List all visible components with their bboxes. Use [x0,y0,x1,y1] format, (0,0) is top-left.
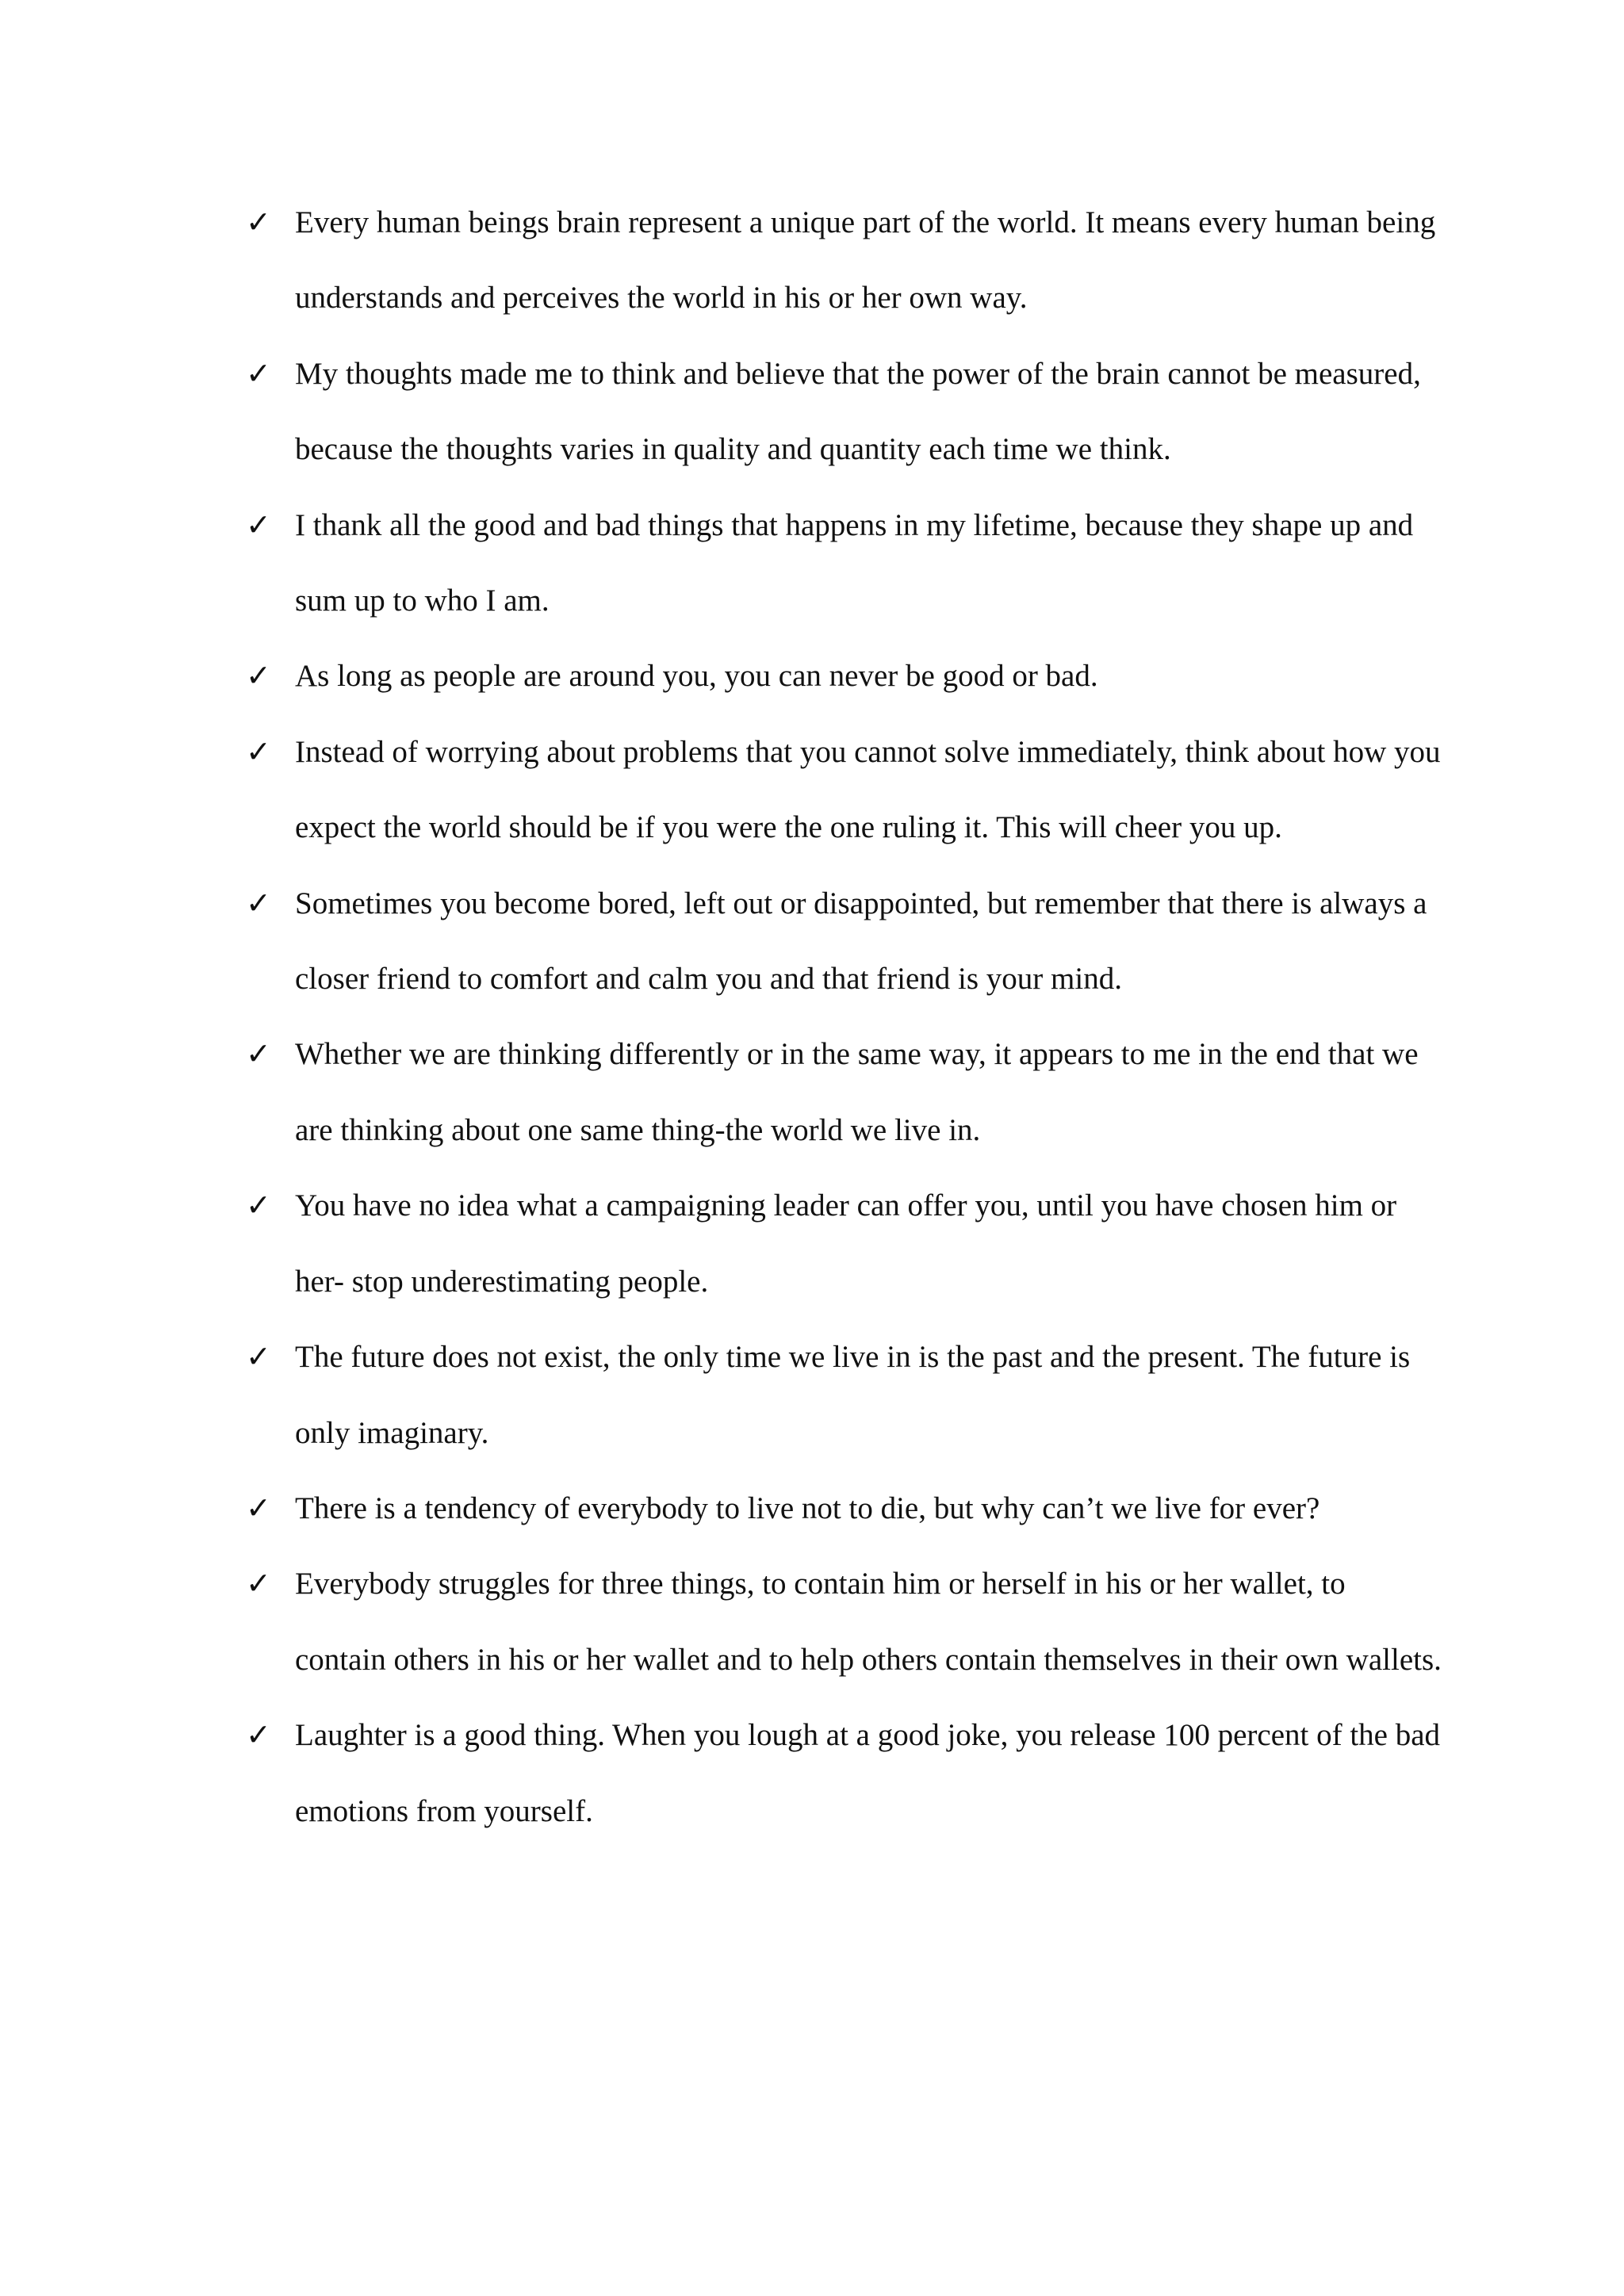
check-icon: ✓ [246,733,271,769]
check-icon: ✓ [246,1036,271,1072]
check-icon: ✓ [246,1188,271,1223]
list-item-text: Whether we are thinking differently or in the same way, it appears to me in the end that we are thinking about one same thing-the world we live in. [295,1037,1419,1147]
check-icon: ✓ [246,1339,271,1375]
list-item [238,488,1443,639]
list-item-text: My thoughts made me to think and believe that the power of the brain cannot be measured, because the thoughts varies in quality and quantity each time we think. [295,356,1421,467]
list-item-text: The future does not exist, the only time we live in is the past and the present. The future is only imaginary. [295,1340,1411,1450]
list-item [238,638,1443,714]
check-icon: ✓ [246,507,271,542]
list-item [238,1016,1443,1168]
list-item [238,1168,1443,1319]
list-item [238,1471,1443,1546]
list-item-text: As long as people are around you, you can never be good or bad. [295,659,1098,694]
quote-list [238,185,1443,1849]
check-icon: ✓ [246,658,271,694]
list-item [238,1697,1443,1849]
list-item-text: I thank all the good and bad things that happens in my lifetime, because they shape up and sum up to who I am. [295,507,1414,618]
list-item-text: Instead of worrying about problems that you cannot solve immediately, think about how you expect the world should be if you were the one ruling it. This will cheer you up. [295,734,1441,845]
list-item-text: You have no idea what a campaigning leader can offer you, until you have chosen him or her- stop underestimating people. [295,1188,1397,1299]
list-item [238,336,1443,488]
list-item-text: Everybody struggles for three things, to contain him or herself in his or her wallet, to contain others in his or her wallet and to help others contain themselves in their own wallets. [295,1567,1442,1677]
list-item [238,866,1443,1017]
check-icon: ✓ [246,355,271,391]
list-item [238,1546,1443,1697]
check-icon: ✓ [246,885,271,920]
list-item-text: There is a tendency of everybody to live not to die, but why can’t we live for ever? [295,1490,1320,1525]
check-icon: ✓ [246,1566,271,1601]
list-item-text: Laughter is a good thing. When you lough at a good joke, you release 100 percent of the bad emotions from yourself. [295,1718,1441,1828]
list-item [238,714,1443,866]
list-item-text: Every human beings brain represent a unique part of the world. It means every human being understands and perceives the world in his or her own way. [295,205,1436,316]
list-item-text: Sometimes you become bored, left out or disappointed, but remember that there is always a closer friend to comfort and calm you and that friend is your mind. [295,886,1427,997]
list-item [238,185,1443,336]
check-icon: ✓ [246,205,271,239]
check-icon: ✓ [246,1717,271,1753]
check-icon: ✓ [246,1490,271,1525]
list-item [238,1319,1443,1471]
